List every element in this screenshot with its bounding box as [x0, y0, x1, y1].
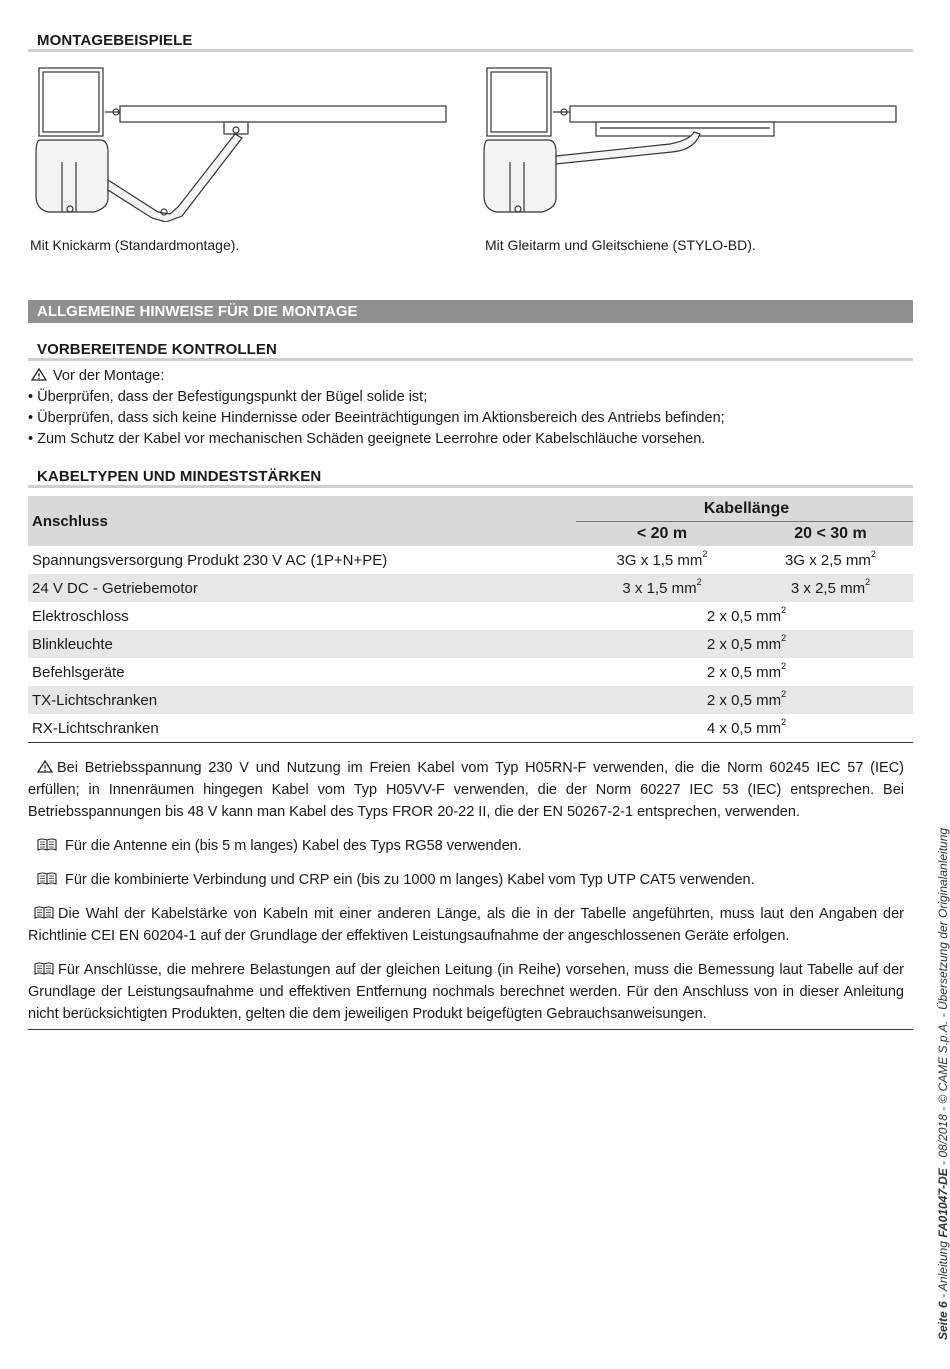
checks-intro-text: Vor der Montage:	[53, 368, 165, 384]
row-value: 2 x 0,5 $mm^2$	[706, 604, 787, 625]
row-value: 2 x 0,5 $mm^2$	[706, 660, 787, 681]
table-row	[28, 574, 913, 602]
table-row	[28, 602, 913, 630]
notes-block	[28, 757, 904, 1037]
row-value: 3G x 1,5 $mm^2$	[616, 548, 708, 569]
warning-triangle-icon	[31, 368, 47, 381]
section-rule	[28, 485, 913, 488]
header-col-short: < 20 m	[576, 522, 744, 547]
sliding-arm-illustration	[480, 62, 905, 222]
list-item-text: Überprüfen, dass der Befestigungspunkt der Bügel solide ist;	[37, 389, 428, 405]
row-value: 2 x 0,5 $mm^2$	[576, 630, 913, 658]
row-value: 2 x 0,5 $mm^2$	[576, 686, 913, 714]
open-book-icon	[34, 962, 54, 975]
row-name: RX-Lichtschranken	[28, 714, 576, 743]
header-col-long: 20 < 30 m	[744, 522, 913, 547]
row-name: Spannungsversorgung Produkt 230 V AC (1P+N+PE)	[32, 551, 388, 569]
table-row	[28, 714, 913, 743]
caption-sliding-arm: Mit Gleitarm und Gleitschiene (STYLO-BD).	[485, 237, 756, 253]
header-connection: Anschluss	[28, 496, 576, 546]
row-value: 3 x 1,5 $mm^2$	[576, 574, 744, 602]
table-row	[28, 546, 913, 574]
note	[28, 959, 904, 1025]
row-name: TX-Lichtschranken	[28, 686, 576, 714]
warning-triangle-icon	[37, 760, 53, 773]
section-title-checks: VORBEREITENDE KONTROLLEN	[37, 341, 277, 358]
open-book-icon	[37, 872, 57, 885]
list-item-text: Überprüfen, dass sich keine Hindernisse oder Beeinträchtigungen im Aktionsbereich des Antriebs befinden;	[37, 410, 725, 426]
footer-rest: - 08/2018 - © CAME S.p.A. - Übersetzung der Originalanleitung	[936, 827, 950, 1165]
list-item: • Zum Schutz der Kabel vor mechanischen Schäden geeignete Leerrohre oder Kabelschläuche vorsehen.	[28, 431, 706, 447]
page-footer	[936, 828, 950, 1340]
note	[28, 903, 904, 947]
page-number: Seite 6	[936, 1301, 950, 1340]
row-name: Elektroschloss	[32, 607, 129, 625]
row-value: 3 x 2,5 $mm^2$	[744, 574, 913, 602]
checks-list	[28, 366, 725, 450]
note-text: Für Anschlüsse, die mehrere Belastungen auf der gleichen Leitung (in Reihe) vorsehen, muss die Bemessung laut Tabelle auf der Grundlage der Leistungsaufnahme und effektiven Entfernung nochmals berechnet werden. Für den Anschluss von in dieser Anleitung nicht berücksichtigten Produkten, gelten die dem jeweiligen Produkt beigefügten Gebrauchsanweisungen.	[28, 962, 904, 1022]
section-rule	[28, 49, 913, 52]
table-row	[28, 658, 913, 686]
row-value: 3G x 2,5 $mm^2$	[785, 548, 876, 569]
section-rule	[28, 358, 913, 361]
table-row	[28, 630, 913, 658]
row-name: Blinkleuchte	[28, 630, 576, 658]
banner-title: ALLGEMEINE HINWEISE FÜR DIE MONTAGE	[37, 303, 358, 320]
row-name: 24 V DC - Getriebemotor	[28, 574, 576, 602]
header-length: Kabellänge	[576, 496, 913, 522]
cable-table	[28, 496, 913, 743]
notes-end-rule	[28, 1029, 913, 1030]
section-banner	[28, 300, 913, 323]
checks-intro	[28, 366, 725, 387]
caption-articulated-arm: Mit Knickarm (Standardmontage).	[30, 237, 240, 253]
list-item: • Überprüfen, dass sich keine Hindernisse oder Beeinträchtigungen im Aktionsbereich des Antriebs befinden;	[28, 410, 725, 426]
open-book-icon	[37, 838, 57, 851]
footer-prefix: - Anleitung	[936, 1241, 950, 1298]
articulated-arm-illustration	[30, 62, 455, 222]
open-book-icon	[34, 906, 54, 919]
note-text: Die Wahl der Kabelstärke von Kabeln mit einer anderen Länge, als die in der Tabelle angeführten, muss laut den Angaben der Richtlinie CEI EN 60204-1 auf der Grundlage der effektiven Leistungsaufnahme der angeschlossenen Geräte erfolgen.	[28, 906, 904, 944]
note-text: Für die Antenne ein (bis 5 m langes) Kabel des Typs RG58 verwenden.	[65, 838, 522, 854]
note	[28, 757, 904, 823]
table-row	[28, 686, 913, 714]
note	[28, 869, 904, 891]
manual-code: FA01047-DE	[936, 1168, 950, 1238]
section-title-examples: MONTAGEBEISPIELE	[37, 32, 193, 49]
row-name: Befehlsgeräte	[32, 663, 125, 681]
row-value: 4 x 0,5 $mm^2$	[576, 714, 913, 743]
list-item: • Überprüfen, dass der Befestigungspunkt der Bügel solide ist;	[28, 389, 428, 405]
section-title-cables: KABELTYPEN UND MINDESTSTÄRKEN	[37, 468, 322, 485]
list-item-text: Zum Schutz der Kabel vor mechanischen Schäden geeignete Leerrohre oder Kabelschläuche vorsehen.	[37, 431, 706, 447]
note-text: Bei Betriebsspannung 230 V und Nutzung im Freien Kabel vom Typ H05RN-F verwenden, die die Norm 60245 IEC 57 (IEC) erfüllen; in Innenräumen hingegen Kabel vom Typ H05VV-F verwenden, die der Norm 60227 IEC 53 (IEC) entsprechen. Bei Betriebsspannungen bis 48 V kann man Kabel des Typs FROR 20-22 II, die der EN 50267-2-1 entsprechen, verwenden.	[28, 760, 904, 820]
note	[28, 835, 904, 857]
note-text: Für die kombinierte Verbindung und CRP ein (bis zu 1000 m langes) Kabel vom Typ UTP CAT5 verwenden.	[65, 872, 755, 888]
